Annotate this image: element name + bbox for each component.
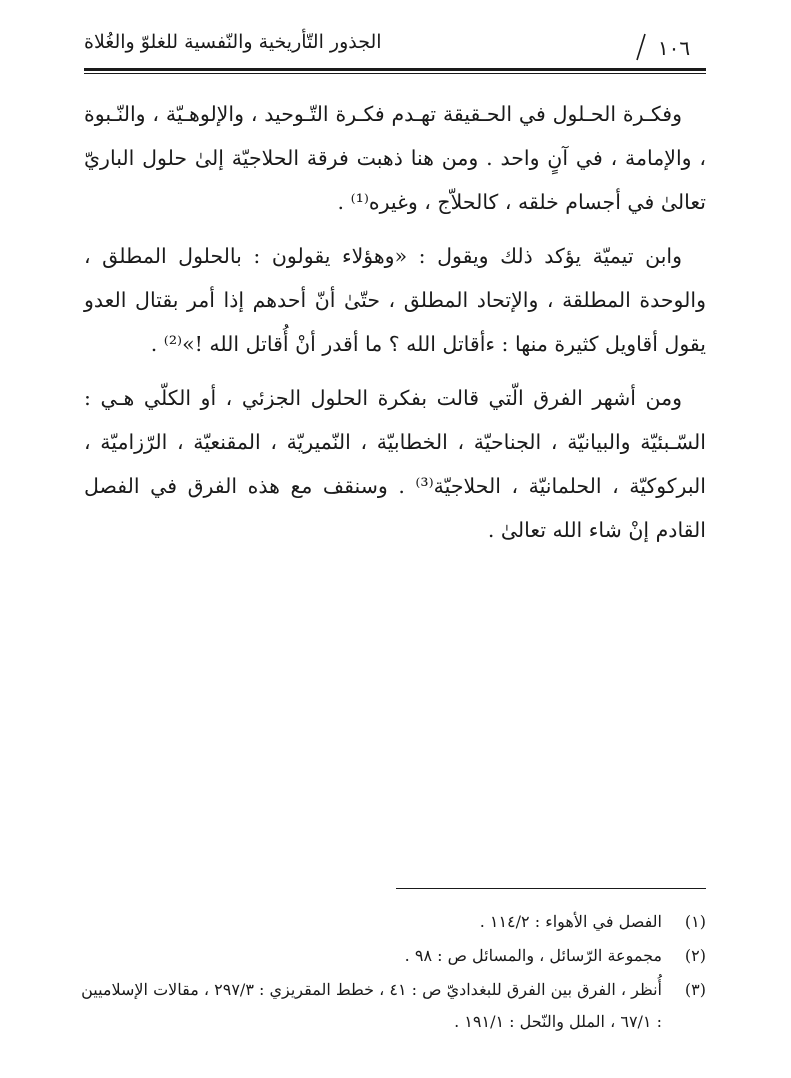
footnote-text: مجموعة الرّسائل ، والمسائل ص : ٩٨ . — [404, 946, 662, 965]
footnote-number: (١) — [684, 912, 706, 931]
paragraph-ibn-taymiyya: وابن تيميّة يؤكد ذلك ويقول : «وهؤلاء يقولون : بالحلول المطلق ، والوحدة المطلقة ، والإتحاد المطلق ، حتّىٰ أنّ أحدهم إذا أمر بقتال العدو يقول أقاويل كثيرة منها : ءأقاتل الله ؟ ما أقدر أنْ أُقاتل الله !»⁽²⁾ . — [84, 244, 706, 356]
paragraph-hulul-idea: وفكـرة الحـلول في الحـقيقة تهـدم فكـرة التّـوحيد ، والإلوهـيّة ، والنّـبوة ، والإمامة ، في آنٍ واحد . ومن هنا ذهبت فرقة الحلاجيّة إلىٰ حلول الباريّ تعالىٰ في أجسام خلقه ، كالحلاّج ، وغيره⁽¹⁾ . — [84, 102, 706, 214]
paragraph-famous-sects: ومن أشهر الفرق الّتي قالت بفكرة الحلول الجزئي ، أو الكلّي هـي : السّـبئيّة والبيانيّة ، الجناحيّة ، الخطابيّة ، النّميريّة ، المقنعيّة ، الرّزاميّة ، البركوكيّة ، الحلمانيّة ، الحلاجيّة⁽³⁾ . وسنقف مع هذه الفرق في الفصل القادم إنْ شاء الله تعالىٰ . — [84, 386, 706, 542]
page-number: ١٠٦ — [657, 36, 691, 60]
running-header — [84, 24, 706, 76]
footnotes — [80, 906, 706, 1040]
footnote — [80, 974, 706, 1038]
footnote-text: الفصل في الأهواء : ١١٤/٢ . — [479, 912, 662, 931]
footnote — [80, 906, 706, 938]
header-rule-thick — [84, 68, 706, 71]
header-rule-thin — [84, 73, 706, 74]
footnote-number: (٣) — [684, 980, 706, 999]
footnote-text: أُنظر ، الفرق بين الفرق للبغداديّ ص : ٤١ ، خطط المقريزي : ٢٩٧/٣ ، مقالات الإسلاميين : ٦٧/١ ، الملل والنّحل : ١٩١/١ . — [81, 980, 662, 1031]
footnote — [80, 940, 706, 972]
footnote-separator — [396, 888, 706, 889]
main-text — [84, 92, 706, 562]
footnote-number: (٢) — [684, 946, 706, 965]
header-title: الجذور التّأريخية والنّفسية للغلوّ والغُلاة — [84, 31, 382, 53]
